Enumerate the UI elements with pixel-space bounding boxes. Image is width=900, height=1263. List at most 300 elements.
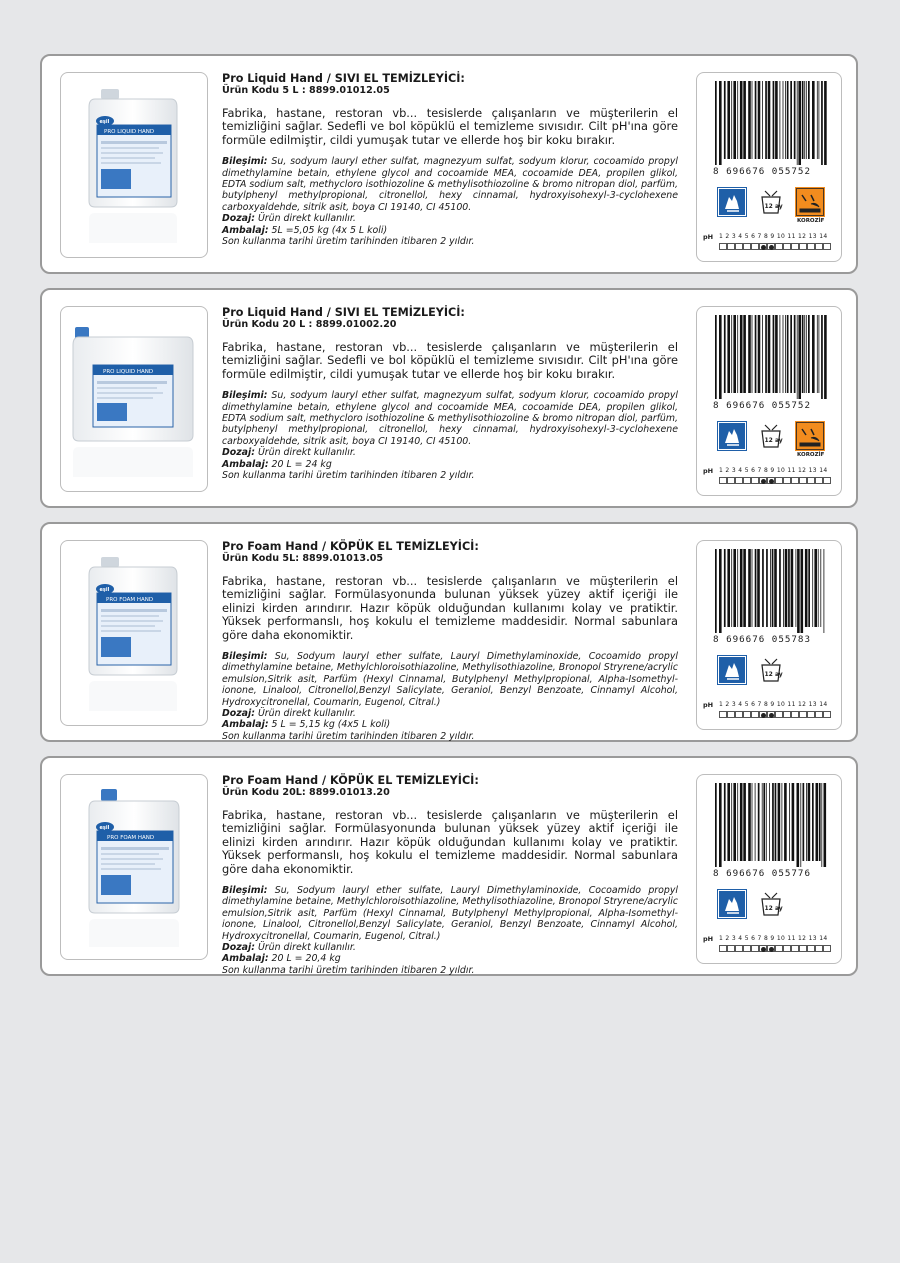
barcode-bar [752,549,753,627]
barcode-bar [780,315,781,393]
barcode-bar [715,81,717,165]
barcode-bar [783,315,784,393]
ph-cell [735,477,743,484]
barcode-bar [719,81,722,165]
hand-wash-icon [717,655,747,685]
ph-cell [727,711,735,718]
barcode-bar [715,783,717,867]
barcode-bar [758,315,761,393]
ph-cell [719,477,727,484]
package-label: Ambalaj: [222,953,269,965]
ph-scale [703,233,837,242]
barcode-bar [752,315,753,393]
barcode-bar [812,315,815,393]
shelf-life-icon [759,423,783,449]
ph-cell [735,243,743,250]
barcode-bar [752,783,753,861]
ph-cells [719,477,831,484]
ph-cell [807,477,815,484]
barcode-bar [787,81,789,159]
barcode-bar [788,549,790,627]
barcode-bar [817,81,818,159]
shelf-life: Son kullanma tarihi üretim tarihinden itibaren 2 yıldır. [222,470,475,482]
barcode-bar [785,315,786,393]
ingredients-label: Bileşimi: [222,885,268,897]
hand-wash-icon [717,889,747,919]
shelf-life-icon [759,891,783,917]
barcode-bar [798,81,801,165]
barcode-bar [740,315,743,393]
barcode-bar [814,549,817,627]
barcode-bar [737,81,738,159]
barcode-bar [727,81,730,159]
ph-cell [727,477,735,484]
product-description: Fabrika, hastane, restoran vb... tesislerde çalışanların ve müşterilerin el temizliğini sağlar. Sedefli ve bol köpüklü el temizleme sıvısıdır. Cilt pH'ına göre formüle edilmiştir, cildi yumuşak tutar ve ellerde hoş bir koku bırakır. [222,340,678,381]
ph-cell [791,945,799,952]
product-image [60,72,208,258]
barcode-bar [715,549,717,633]
ingredients-text: Su, sodyum lauryl ether sulfat, magnezyum sulfat, sodyum klorur, cocoamido propyl dimethylamine betain, ethylene glycol and cocoamide MEA, cocoamide DEA, propilen glikol, EDTA sodium salt, methycloro isothiozoline & methylisothiozoline & bromo nitropan diol, parfüm, butylphenyl methylpropional, citronellol, hexy cinnamal, hydroxyisohexyl-3-cyclohexene carboxyaldehde, sitrik asit, boya CI 19140, CI 45100. [222,156,678,213]
ph-cell [743,711,751,718]
barcode-bar [804,81,805,159]
canister-label: PRO LIQUID HAND [103,369,154,375]
barcode-bar [719,315,722,399]
barcode-bar [733,315,736,393]
barcode-bar [780,81,781,159]
ph-label: pH [703,467,714,475]
barcode-bar [797,783,800,867]
barcode-bar [782,783,783,861]
ph-cell [743,477,751,484]
product-code: Ürün Kodu 20L: 8899.01013.20 [222,787,390,798]
barcode-bar [789,783,790,861]
ph-cell [775,711,783,718]
barcode-bar [803,783,805,861]
barcode-bar [812,549,813,627]
ph-cell [791,711,799,718]
ingredients-text: Su, Sodyum lauryl ether sulfate, Lauryl Dimethylaminoxide, Cocoamido propyl dimethylamine betaine, Methylchloroisothiazoline, Methylisothiazoline, Bronopol Stryrene/acrylic emulsion,Sitrik asit, Parfüm (Hexyl Cinnamal, Butylphenyl Methylpropional, Alpha-Isomethyl-ionone, Linalool, Citronellol,Benzyl Salicylate, Geraniol, Benzyl Benzoate, Cinnamyl Alcohol, Hydroxycitronellal, Coumarin, Eugenol, Citral.) [222,885,678,942]
ph-cell [783,477,791,484]
canister-illustration [61,73,207,257]
brand-logo: eşil [99,825,110,831]
ph-cell [783,945,791,952]
ph-label: pH [703,233,714,241]
barcode-bar [752,81,753,159]
ph-cells [719,945,831,952]
ingredients-label: Bileşimi: [222,390,268,402]
barcode-bar [748,549,751,627]
barcode-bar [790,315,792,393]
barcode-bar [727,783,730,861]
barcode-bar [817,315,818,393]
barcode-bar [768,81,771,159]
ph-cell [807,243,815,250]
ph-numbers: 1 2 3 4 5 6 7 8 9 10 11 12 13 14 [719,701,828,708]
ph-cell [791,477,799,484]
ph-numbers: 1 2 3 4 5 6 7 8 9 10 11 12 13 14 [719,467,828,474]
barcode-bar [740,549,743,627]
barcode-bar [763,783,765,861]
barcode-bar [819,315,820,393]
shelf-life-text: 12 ay [764,203,783,210]
info-box [696,72,842,262]
barcode-bar [794,315,796,393]
barcode-bar [737,549,738,627]
barcode-bar [800,783,801,867]
barcode-bar [762,315,763,393]
shelf-life: Son kullanma tarihi üretim tarihinden itibaren 2 yıldır. [222,730,475,742]
shelf-life-icon [759,189,783,215]
ingredients-label: Bileşimi: [222,156,268,168]
corrosive-label: KOROZİF [797,452,825,458]
barcode-number: 8 696676 055752 [713,400,811,411]
barcode-bar [743,81,746,159]
barcode-icon [713,315,827,399]
product-title: Pro Foam Hand / KÖPÜK EL TEMİZLEYİCİ: [222,540,479,553]
ph-cell [759,711,767,718]
barcode-bar [821,81,823,165]
product-description: Fabrika, hastane, restoran vb... tesislerde çalışanların ve müşterilerin el temizliğini sağlar. Sedefli ve bol köpüklü el temizleme sıvısıdır. Cilt pH'ına göre formüle edilmiştir, cildi yumuşak tutar ve ellerde hoş bir koku bırakır. [222,106,678,147]
product-image [60,774,208,960]
ph-cell [759,945,767,952]
barcode-icon [713,783,827,867]
barcode-bar [719,549,722,633]
barcode-bar [778,783,781,861]
barcode-bar [774,549,777,627]
barcode-bar [773,81,775,159]
package-text: 20 L = 24 kg [268,458,332,470]
barcode-bar [808,315,810,393]
product-description: Fabrika, hastane, restoran vb... tesislerde çalışanların ve müşterilerin el temizliğini sağlar. Formülasyonunda bulunan yüksek yüzey aktif içeriği ile elinizi kirden arındırır. Hazır köpük olduğundan kullanımı kolay ve pratiktir. Yüksek performanslı, hoş kokulu el temizleme maddesidir. Normal sabunlara göre daha ekonomiktir. [222,574,678,642]
barcode-bar [755,81,757,159]
barcode-bar [785,81,786,159]
barcode-bar [770,549,771,627]
barcode-bar [748,315,751,393]
hand-wash-icon [717,421,747,451]
dosage-label: Dozaj: [222,708,255,720]
package [222,719,678,730]
barcode-bar [743,315,746,393]
barcode-bar [783,549,784,627]
product-card-2 [40,288,858,508]
ph-scale [703,935,837,944]
ph-cell [791,243,799,250]
ph-label: pH [703,701,714,709]
barcode-bar [762,783,763,861]
barcode-bar [783,81,784,159]
barcode-bar [724,81,726,159]
canister-label: PRO LIQUID HAND [104,129,155,135]
barcode-bar [737,315,738,393]
ph-cell [823,477,831,484]
barcode-bar [758,81,761,159]
dosage [222,213,678,224]
package-label: Ambalaj: [222,458,269,470]
dosage-label: Dozaj: [222,447,255,459]
corrosive-icon [795,421,825,451]
canister-label: PRO FOAM HAND [107,835,155,841]
product-image [60,306,208,492]
barcode-bar [819,81,820,159]
info-box [696,774,842,964]
barcode-bar [796,549,797,627]
info-box [696,306,842,496]
barcode-bar [821,315,823,399]
package [222,459,678,470]
ph-cell [815,711,823,718]
product-description: Fabrika, hastane, restoran vb... tesislerde çalışanların ve müşterilerin el temizliğini sağlar. Formülasyonunda bulunan yüksek yüzey aktif içeriği ile elinizi kirden arındırır. Hazır köpük olduğundan kullanımı kolay ve pratiktir. Yüksek performanslı, hoş kokulu el temizleme maddesidir. Normal sabunlara göre daha ekonomiktir. [222,808,678,876]
barcode-bar [731,81,732,159]
ph-cell [799,243,807,250]
barcode-bar [821,783,822,867]
dosage [222,447,678,458]
barcode-bar [812,81,815,159]
ph-cell [823,945,831,952]
barcode-bar [791,549,794,627]
ph-cell [727,243,735,250]
ph-cell [743,945,751,952]
barcode-bar [748,783,751,861]
barcode-bar [818,549,819,627]
barcode-bar [727,549,730,627]
shelf-life-icon [759,657,783,683]
barcode-bar [804,315,805,393]
barcode-bar [724,315,726,393]
dosage-label: Dozaj: [222,213,255,225]
ph-cell [783,243,791,250]
dosage [222,708,678,719]
product-code: Ürün Kodu 5 L : 8899.01012.05 [222,85,390,96]
dosage-label: Dozaj: [222,942,255,954]
canister-label: PRO FOAM HAND [106,597,154,603]
ph-cell [799,711,807,718]
barcode-bar [797,549,800,633]
package-text: 5L =5,05 kg (4x 5 L koli) [268,224,388,236]
barcode-bar [773,315,775,393]
barcode-bar [765,81,767,159]
ingredients-text: Su, sodyum lauryl ether sulfat, magnezyum sulfat, sodyum klorur, cocoamido propyl dimethylamine betain, ethylene glycol and cocoamide MEA, cocoamide DEA, propilen glikol, EDTA sodium salt, methycloro isothiozoline & methylisothiozoline & bromo nitropan diol, parfüm, butylphenyl methylpropional, citronellol, hexy cinnamal, hydroxyisohexyl-3-cyclohexene carboxyaldehde, sitrik asit, boya CI 19140, CI 45100. [222,390,678,447]
hand-wash-icon [717,187,747,217]
barcode-bar [772,549,774,627]
barcode-icon [713,81,827,165]
ingredients [222,885,678,942]
barcode-bar [802,81,804,159]
barcode-bar [806,81,807,159]
barcode-bar [748,81,751,159]
ph-cell [767,945,775,952]
ph-cell [751,477,759,484]
ph-scale [703,701,837,710]
barcode-bar [733,549,736,627]
barcode-bar [765,315,767,393]
barcode-bar [775,81,778,159]
barcode-bar [820,549,821,627]
ph-cell [759,477,767,484]
ph-cells [719,243,831,250]
package [222,225,678,236]
dosage-text: Ürün direkt kullanılır. [254,708,356,720]
ph-numbers: 1 2 3 4 5 6 7 8 9 10 11 12 13 14 [719,233,828,240]
ph-cell [751,243,759,250]
product-title: Pro Liquid Hand / SIVI EL TEMİZLEYİCİ: [222,72,465,85]
barcode-bar [755,549,757,627]
ingredients-text: Su, Sodyum lauryl ether sulfate, Lauryl Dimethylaminoxide, Cocoamido propyl dimethylamine betaine, Methylchloroisothiazoline, Methylisothiazoline, Bronopol Stryrene/acrylic emulsion,Sitrik asit, Parfüm (Hexyl Cinnamal, Butylphenyl Methylpropional, Alpha-Isomethyl-ionone, Linalool, Citronellol,Benzyl Salicylate, Geraniol, Benzyl Benzoate, Cinnamyl Alcohol, Hydroxycitronellal, Coumarin, Eugenol, Citral.) [222,651,678,708]
package-text: 20 L = 20,4 kg [268,953,341,965]
barcode-bar [819,783,821,861]
ph-scale [703,467,837,476]
barcode-bar [808,81,810,159]
barcode-bar [731,549,732,627]
barcode-bar [801,549,804,633]
canister-illustration [61,307,207,491]
ph-cell [775,945,783,952]
shelf-life-text: 12 ay [764,671,783,678]
ingredients-label: Bileşimi: [222,651,268,663]
product-card-3 [40,522,858,742]
barcode-bar [769,783,770,861]
ph-cell [799,945,807,952]
ph-cell [823,243,831,250]
ph-cell [759,243,767,250]
ph-numbers: 1 2 3 4 5 6 7 8 9 10 11 12 13 14 [719,935,828,942]
barcode-bar [824,315,827,399]
shelf-life: Son kullanma tarihi üretim tarihinden itibaren 2 yıldır. [222,964,475,976]
barcode-bar [824,549,825,633]
product-code: Ürün Kodu 5L: 8899.01013.05 [222,553,384,564]
ingredients [222,156,678,213]
product-card-4 [40,756,858,976]
barcode-bar [824,81,827,165]
shelf-life-text: 12 ay [764,437,783,444]
dosage-text: Ürün direkt kullanılır. [254,213,356,225]
barcode-bar [762,81,763,159]
ph-cell [815,945,823,952]
brand-logo: eşil [99,119,110,125]
barcode-bar [785,549,788,627]
barcode-bar [737,783,738,861]
barcode-bar [775,315,778,393]
barcode-number: 8 696676 055752 [713,166,811,177]
barcode-bar [719,783,722,867]
ph-cells [719,711,831,718]
brand-logo: eşil [99,587,110,593]
barcode-bar [806,783,807,861]
barcode-bar [790,81,792,159]
ph-cell [775,477,783,484]
package-text: 5 L = 5,15 kg (4x5 L koli) [268,719,391,731]
ph-cell [807,711,815,718]
barcode-icon [713,549,827,633]
barcode-bar [797,81,798,165]
barcode-bar [808,783,811,861]
info-box [696,540,842,730]
ph-cell [719,243,727,250]
barcode-bar [762,549,764,627]
barcode-bar [768,315,771,393]
ph-cell [735,711,743,718]
corrosive-label: KOROZİF [797,218,825,224]
ph-cell [799,477,807,484]
barcode-bar [797,315,798,399]
barcode-bar [724,783,726,861]
package-label: Ambalaj: [222,719,269,731]
ph-cell [823,711,831,718]
ph-cell [727,945,735,952]
barcode-bar [806,315,807,393]
shelf-life: Son kullanma tarihi üretim tarihinden itibaren 2 yıldır. [222,236,475,248]
ph-cell [735,945,743,952]
ph-label: pH [703,935,714,943]
barcode-bar [758,783,760,861]
product-title: Pro Foam Hand / KÖPÜK EL TEMİZLEYİCİ: [222,774,479,787]
ingredients [222,651,678,708]
barcode-bar [775,783,777,861]
barcode-bar [784,783,787,861]
barcode-bar [740,81,743,159]
barcode-bar [727,315,730,393]
ph-cell [767,243,775,250]
package [222,953,678,964]
barcode-bar [816,783,819,861]
barcode-bar [743,783,746,861]
package-label: Ambalaj: [222,224,269,236]
barcode-bar [808,549,810,627]
barcode-bar [798,315,801,399]
barcode-bar [824,783,827,867]
barcode-bar [755,783,756,861]
ph-cell [815,477,823,484]
ph-cell [815,243,823,250]
barcode-bar [757,549,760,627]
barcode-bar [733,81,736,159]
product-card-1 [40,54,858,274]
barcode-bar [794,81,796,159]
ph-cell [719,711,727,718]
barcode-bar [715,315,717,399]
product-code: Ürün Kodu 20 L : 8899.01002.20 [222,319,397,330]
ph-cell [767,711,775,718]
barcode-bar [743,549,746,627]
dosage-text: Ürün direkt kullanılır. [254,942,356,954]
shelf-life-text: 12 ay [764,905,783,912]
barcode-number: 8 696676 055783 [713,634,811,645]
barcode-bar [802,315,804,393]
dosage-text: Ürün direkt kullanılır. [254,447,356,459]
ph-cell [751,945,759,952]
canister-illustration [61,775,207,959]
ph-cell [767,477,775,484]
barcode-bar [792,783,795,861]
product-image [60,540,208,726]
barcode-bar [766,549,768,627]
barcode-bar [812,783,814,861]
barcode-bar [724,549,726,627]
barcode-number: 8 696676 055776 [713,868,811,879]
ph-cell [807,945,815,952]
barcode-bar [731,783,732,861]
ph-cell [775,243,783,250]
barcode-bar [755,315,757,393]
barcode-bar [805,549,808,627]
product-title: Pro Liquid Hand / SIVI EL TEMİZLEYİCİ: [222,306,465,319]
barcode-bar [779,549,781,627]
ph-cell [719,945,727,952]
barcode-bar [772,783,774,861]
barcode-bar [740,783,743,861]
canister-illustration [61,541,207,725]
dosage [222,942,678,953]
barcode-bar [766,783,767,861]
